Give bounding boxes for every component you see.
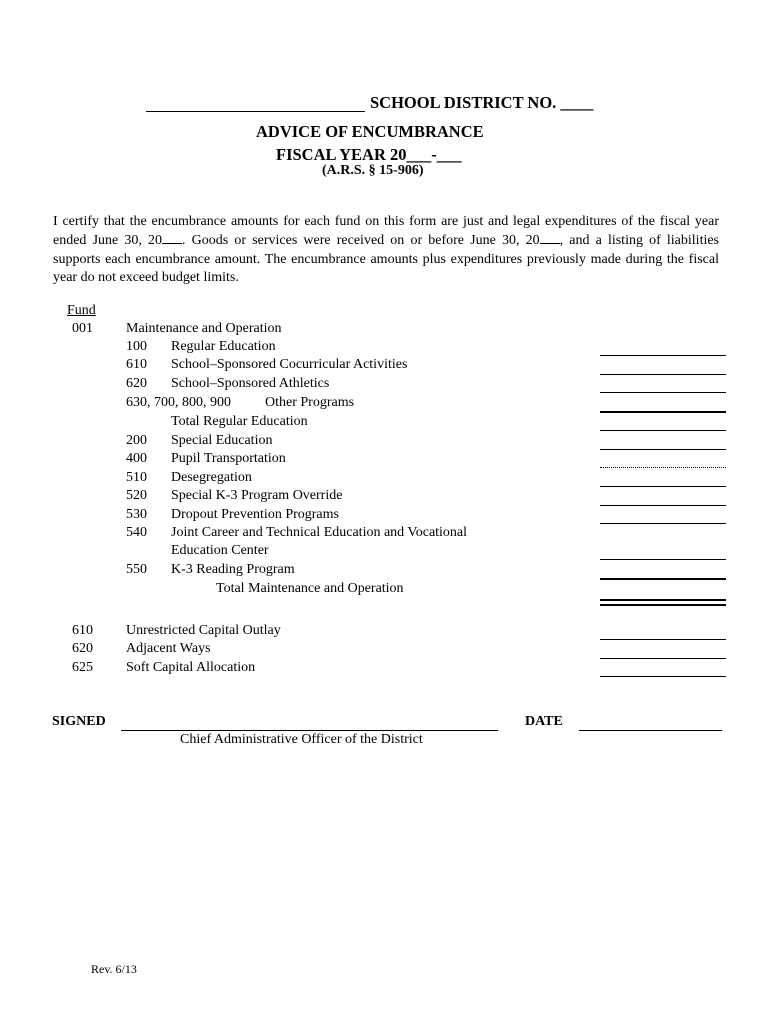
item-code: 510 <box>126 470 147 485</box>
amount-field-other-programs[interactable] <box>600 411 726 413</box>
fund-label: Soft Capital Allocation <box>126 660 256 675</box>
item-label: K-3 Reading Program <box>171 562 295 577</box>
certification-paragraph <box>53 213 719 288</box>
amount-field-total-maintenance[interactable] <box>600 599 726 606</box>
date-line[interactable] <box>579 730 722 731</box>
certification-text-3: , and a listing of liabilities supports each encumbrance amount. The encumbrance amounts plus expenditures previously made during the fiscal year do not exceed budget limits. <box>53 233 720 286</box>
item-code: 610 <box>126 357 147 372</box>
item-code: 400 <box>126 451 147 466</box>
item-label: Total Regular Education <box>171 414 308 429</box>
amount-field-adjacent-ways[interactable] <box>600 658 726 659</box>
signed-label: SIGNED <box>52 714 106 729</box>
signature-line[interactable] <box>121 730 498 731</box>
item-label: Other Programs <box>265 395 355 410</box>
item-code: 630, 700, 800, 900 <box>126 395 231 410</box>
total-maintenance-label: Total Maintenance and Operation <box>216 581 404 596</box>
fund-label: Unrestricted Capital Outlay <box>126 623 281 638</box>
item-label: Special Education <box>171 433 273 448</box>
item-label: Dropout Prevention Programs <box>171 507 339 522</box>
item-label: School–Sponsored Cocurricular Activities <box>171 357 408 372</box>
signer-title: Chief Administrative Officer of the District <box>180 732 423 747</box>
fund-code: 625 <box>72 660 93 675</box>
item-label: School–Sponsored Athletics <box>171 376 330 391</box>
item-label: Joint Career and Technical Education and Vocational <box>171 525 468 540</box>
district-number-label: SCHOOL DISTRICT NO. ____ <box>370 93 594 112</box>
item-code: 550 <box>126 562 147 577</box>
amount-field-desegregation[interactable] <box>600 486 726 487</box>
amount-field-dropout-prevention[interactable] <box>600 523 726 524</box>
fund-column-header: Fund <box>67 303 96 318</box>
item-label: Regular Education <box>171 339 276 354</box>
fund-code: 610 <box>72 623 93 638</box>
item-label: Education Center <box>171 543 269 558</box>
amount-field-career-technical[interactable] <box>600 559 726 560</box>
fiscal-year-blank[interactable] <box>162 231 182 244</box>
certification-text-2: . Goods or services were received on or before June 30, 20 <box>182 233 540 249</box>
revision-label: Rev. 6/13 <box>91 962 137 976</box>
fund-label: Adjacent Ways <box>126 641 211 656</box>
amount-field-special-education[interactable] <box>600 449 726 450</box>
amount-field-cocurricular[interactable] <box>600 374 726 375</box>
item-label: Pupil Transportation <box>171 451 286 466</box>
amount-field-capital-outlay[interactable] <box>600 639 726 640</box>
item-label: Special K-3 Program Override <box>171 488 343 503</box>
amount-field-athletics[interactable] <box>600 392 726 393</box>
fund-001-label: Maintenance and Operation <box>126 321 282 336</box>
amount-field-regular-education[interactable] <box>600 355 726 356</box>
item-code: 530 <box>126 507 147 522</box>
fiscal-year-label: FISCAL YEAR 20___-___ <box>276 145 462 164</box>
form-title: ADVICE OF ENCUMBRANCE <box>256 122 484 141</box>
item-label: Desegregation <box>171 470 252 485</box>
fund-001-code: 001 <box>72 321 93 336</box>
amount-field-pupil-transportation[interactable] <box>600 467 726 468</box>
amount-field-total-regular-education[interactable] <box>600 430 726 431</box>
fund-code: 620 <box>72 641 93 656</box>
item-code: 520 <box>126 488 147 503</box>
district-name-line[interactable] <box>146 111 365 112</box>
statute-reference: (A.R.S. § 15-906) <box>322 163 424 178</box>
item-code: 620 <box>126 376 147 391</box>
item-code: 200 <box>126 433 147 448</box>
item-code: 540 <box>126 525 147 540</box>
received-year-blank[interactable] <box>540 231 560 244</box>
certification-text-1: I certify that the encumbrance amounts for each fund on this form are just and legal expenditures of the fiscal year ended June 30, 20 <box>53 214 719 249</box>
item-code: 100 <box>126 339 147 354</box>
amount-field-soft-capital[interactable] <box>600 676 726 677</box>
amount-field-k3-override[interactable] <box>600 505 726 506</box>
date-label: DATE <box>525 714 563 729</box>
amount-field-k3-reading[interactable] <box>600 578 726 580</box>
